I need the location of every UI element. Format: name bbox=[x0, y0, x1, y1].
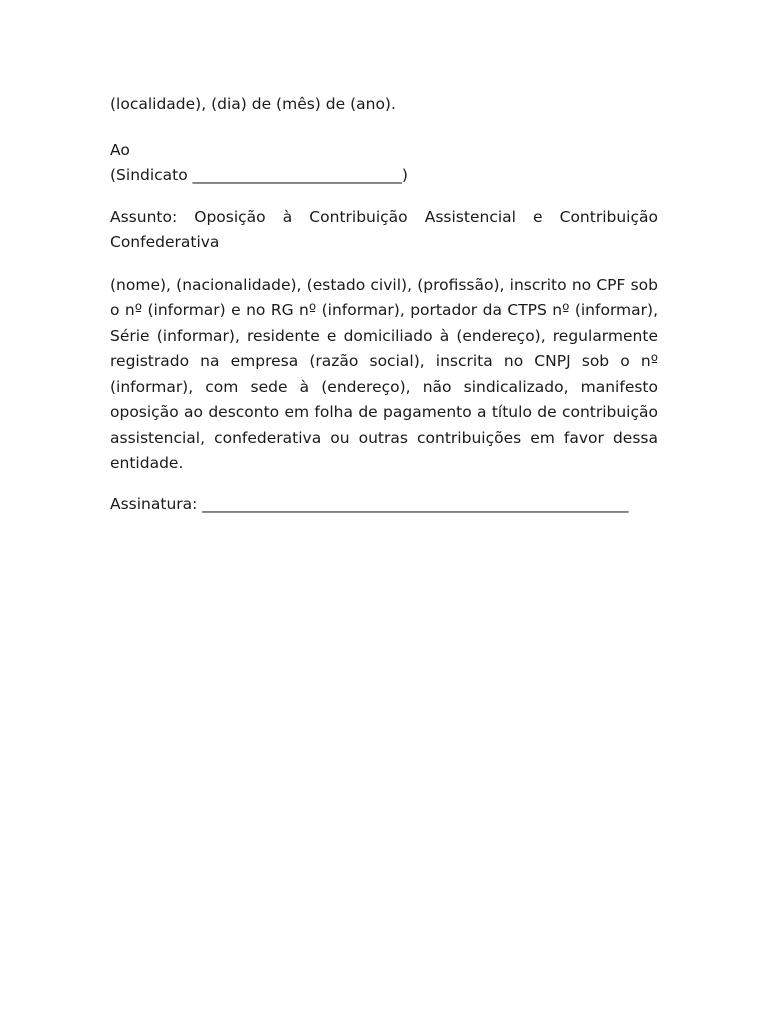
date-line: (localidade), (dia) de (mês) de (ano). bbox=[110, 95, 396, 113]
recipient-block bbox=[110, 138, 658, 189]
letter-content bbox=[110, 92, 658, 517]
recipient-line: (Sindicato ___________________________) bbox=[110, 166, 408, 184]
salutation: Ao bbox=[110, 140, 130, 159]
subject-line: Assunto: Oposição à Contribuição Assistencial e Contribuição Confederativa bbox=[110, 207, 658, 251]
body-paragraph: (nome), (nacionalidade), (estado civil), (profissão), inscrito no CPF sob o nº (informar) e no RG nº (informar), portador da CTPS nº (informar), Série (informar), residente e domiciliado à (endereço), regularmente registrado na empresa (razão social), inscrita no CNPJ sob o nº (informar), com sede à (endereço), não sindicalizado, manifesto oposição ao desconto em folha de pagamento a título de contribuição assistencial, confederativa ou outras contribuições em favor dessa entidade. bbox=[110, 275, 658, 472]
signature-line: Assinatura: _______________________________________________________ bbox=[110, 494, 629, 513]
